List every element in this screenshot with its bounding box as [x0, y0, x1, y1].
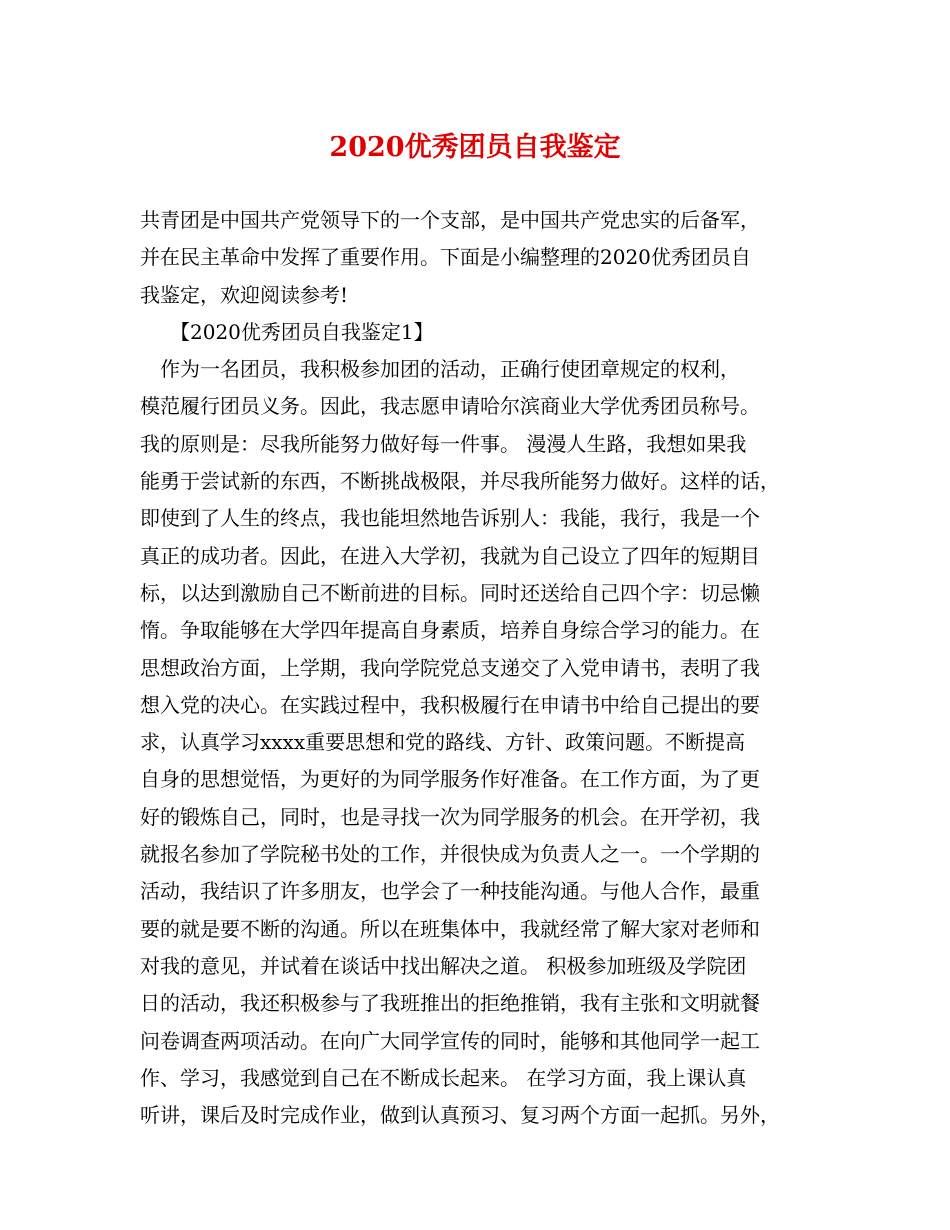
text-line: 标，以达到激励自己不断前进的目标。同时还送给自己四个字：切忌懒 — [140, 580, 760, 605]
page-title: 2020优秀团员自我鉴定 — [329, 132, 621, 163]
text-line: 即使到了人生的终点，我也能坦然地告诉别人：我能，我行，我是一个 — [140, 506, 760, 531]
text-line: 要的就是要不断的沟通。所以在班集体中，我就经常了解大家对老师和 — [140, 916, 760, 941]
text-line: 我的原则是：尽我所能努力做好每一件事。 漫漫人生路，我想如果我 — [140, 431, 747, 456]
text-line: 活动，我结识了许多朋友，也学会了一种技能沟通。与他人合作，最重 — [140, 879, 760, 904]
text-line: 真正的成功者。因此，在进入大学初，我就为自己设立了四年的短期目 — [140, 543, 760, 568]
text-line: 日的活动，我还积极参与了我班推出的拒绝推销，我有主张和文明就餐 — [140, 991, 760, 1016]
text-line: 想入党的决心。在实践过程中，我积极履行在申请书中给自己提出的要 — [140, 692, 760, 717]
text-line: 能勇于尝试新的东西，不断挑战极限，并尽我所能努力做好。这样的话， — [140, 469, 780, 494]
text-line: 思想政治方面，上学期，我向学院党总支递交了入党申请书，表明了我 — [140, 655, 760, 680]
text-line: 听讲，课后及时完成作业，做到认真预习、复习两个方面一起抓。另外， — [140, 1103, 780, 1128]
text-line: 就报名参加了学院秘书处的工作，并很快成为负责人之一。一个学期的 — [140, 842, 760, 867]
text-line: 作、学习，我感觉到自己在不断成长起来。 在学习方面，我上课认真 — [140, 1065, 747, 1090]
section-heading: 【2020优秀团员自我鉴定1】 — [140, 319, 434, 344]
text-line: 问卷调查两项活动。在向广大同学宣传的同时，能够和其他同学一起工 — [140, 1028, 760, 1053]
text-line: 共青团是中国共产党领导下的一个支部，是中国共产党忠实的后备军， — [140, 208, 760, 232]
text-line: 我鉴定，欢迎阅读参考! — [140, 282, 349, 307]
text-line: 好的锻炼自己，同时，也是寻找一次为同学服务的机会。在开学初，我 — [140, 804, 760, 829]
text-line: 惰。争取能够在大学四年提高自身素质，培养自身综合学习的能力。在 — [140, 618, 760, 643]
text-line: 模范履行团员义务。因此，我志愿申请哈尔滨商业大学优秀团员称号。 — [140, 394, 760, 419]
text-line: 求，认真学习xxxx重要思想和党的路线、方针、政策问题。不断提高 — [140, 730, 746, 755]
body-text — [140, 202, 840, 1134]
text-line: 自身的思想觉悟，为更好的为同学服务作好准备。在工作方面，为了更 — [140, 767, 760, 792]
text-line: 对我的意见，并试着在谈话中找出解决之道。 积极参加班级及学院团 — [140, 953, 747, 978]
text-line: 作为一名团员，我积极参加团的活动，正确行使团章规定的权利， — [140, 357, 740, 382]
text-line: 并在民主革命中发挥了重要作用。下面是小编整理的2020优秀团员自 — [140, 245, 751, 270]
